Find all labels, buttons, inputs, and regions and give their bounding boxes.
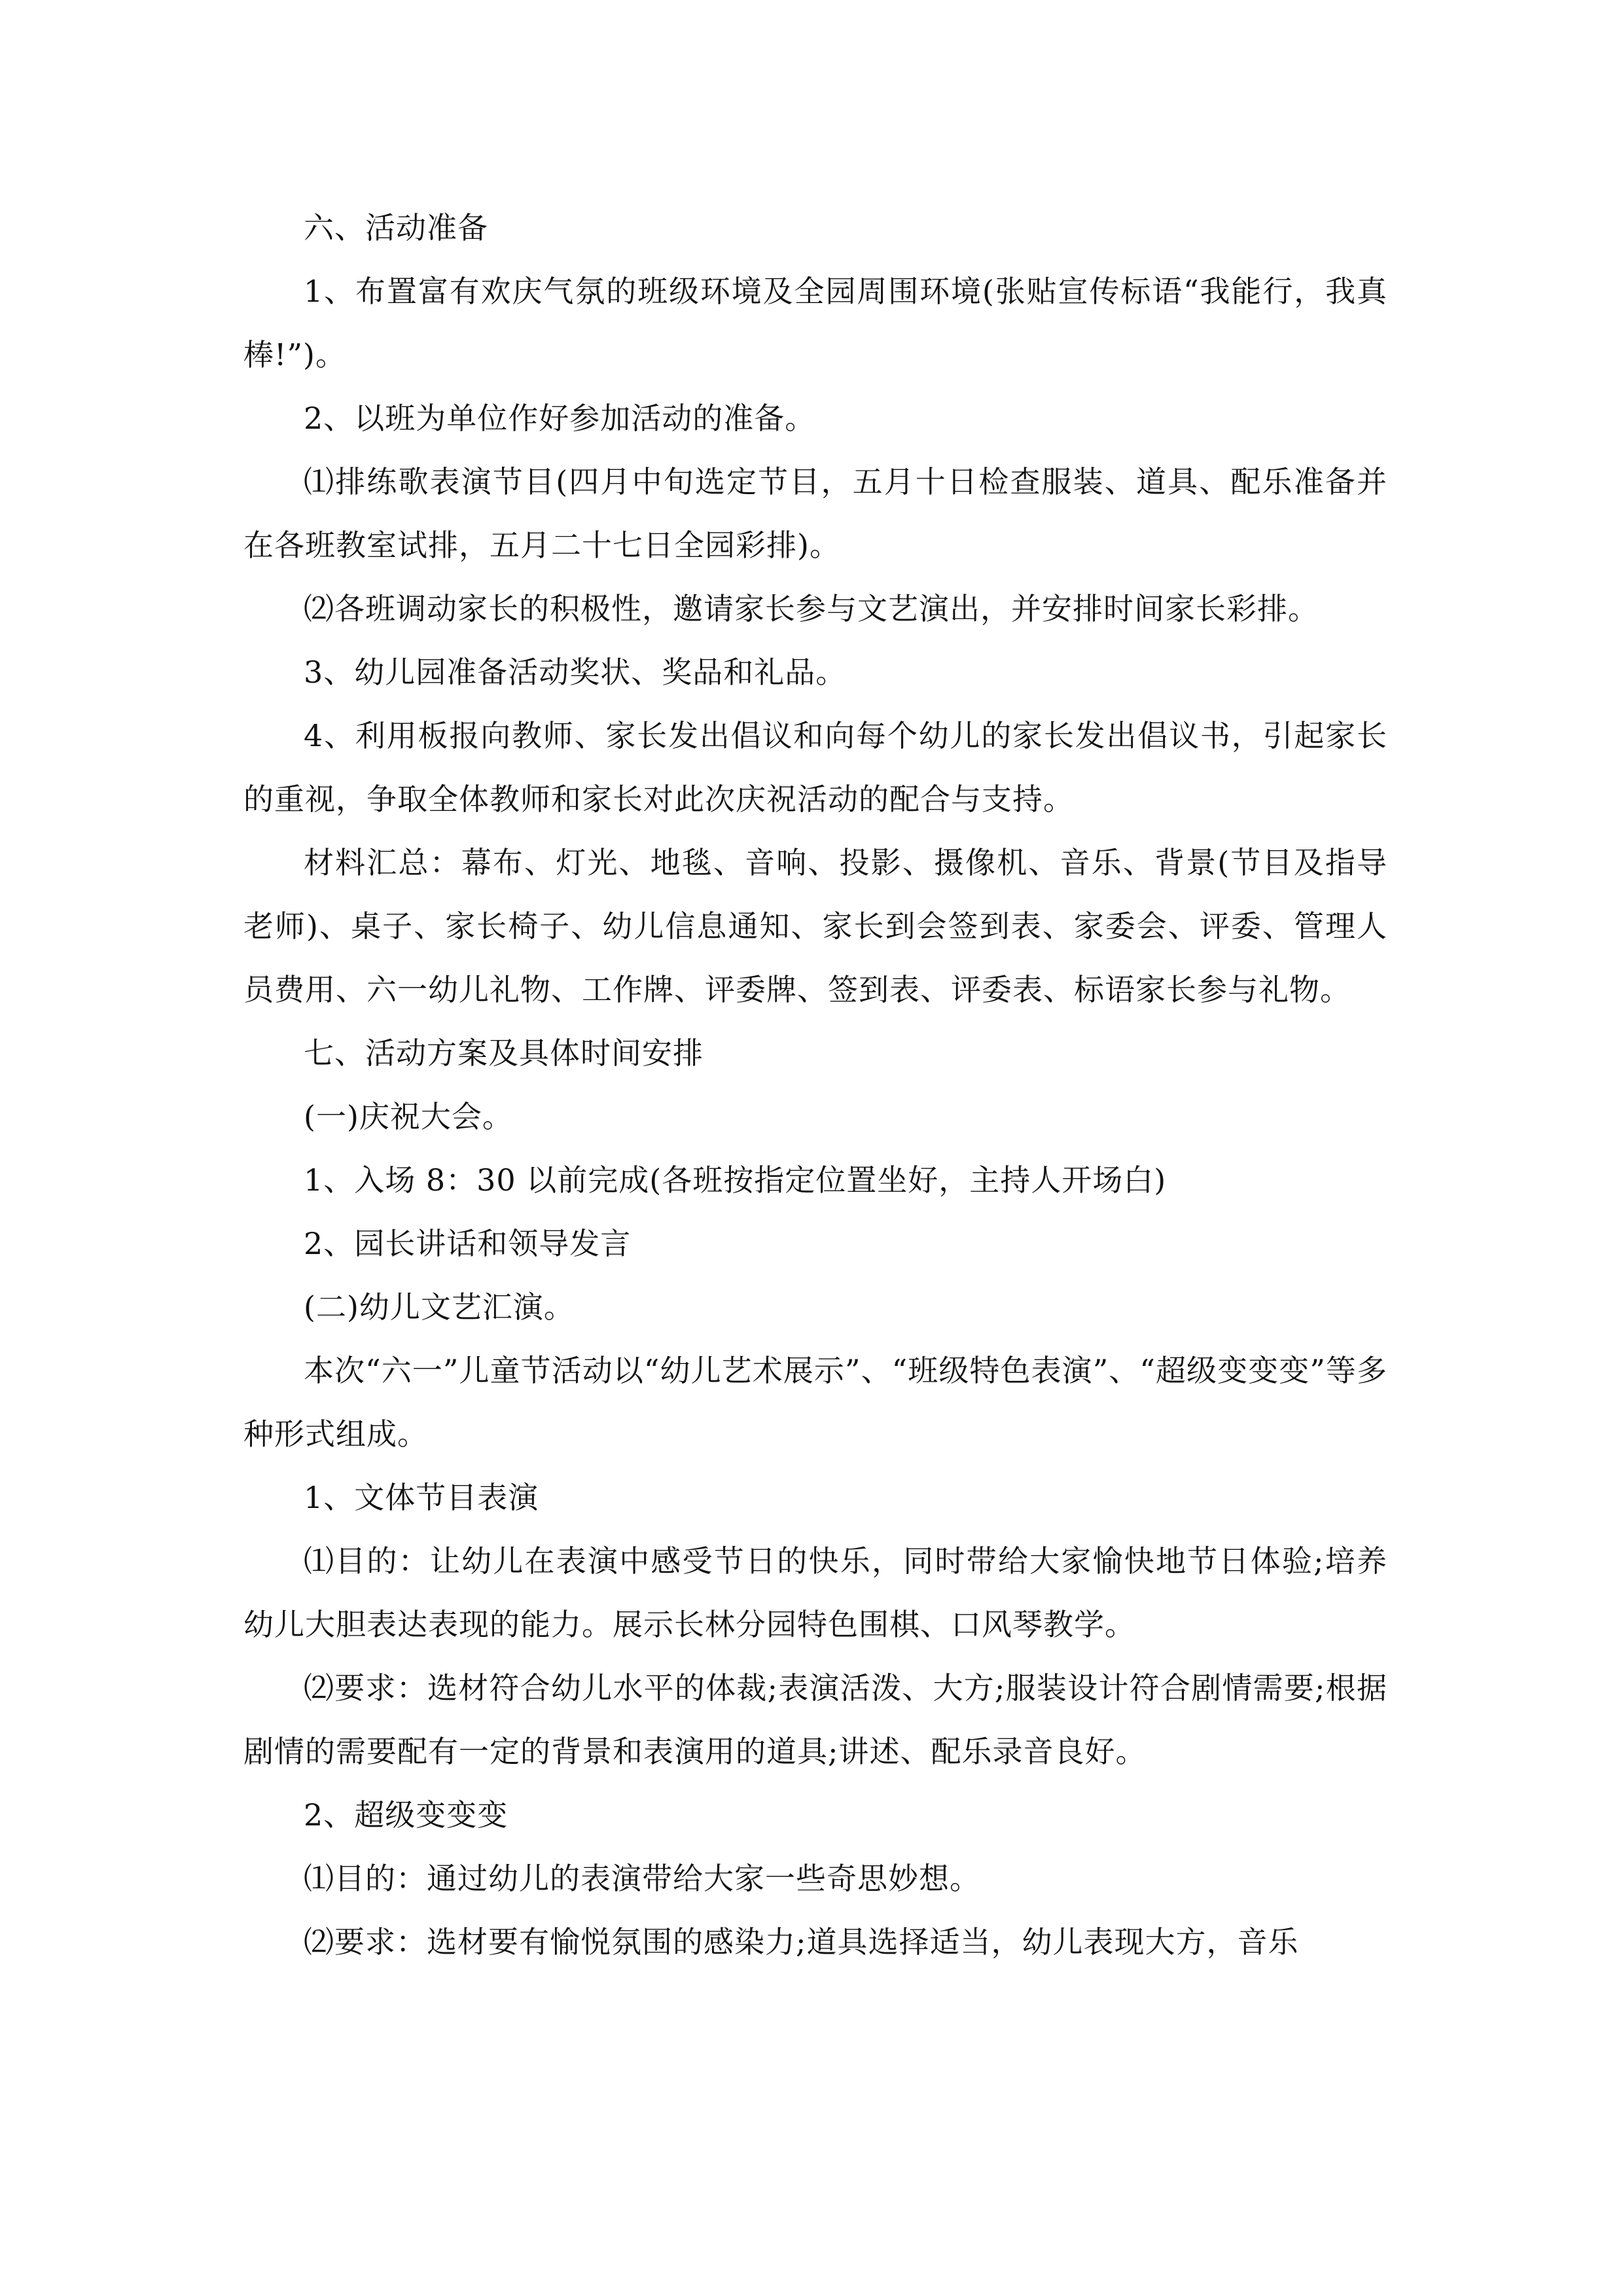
performance-item-1-purpose: ⑴目的：让幼儿在表演中感受节日的快乐，同时带给大家愉快地节日体验;培养幼儿大胆表达表现的能力。展示长林分园特色围棋、口风琴教学。 [243,1543,1387,1642]
celebration-item-1: 1、入场 8：30 以前完成(各班按指定位置坐好，主持人开场白) [304,1162,1167,1198]
preparation-item-4: 4、利用板报向教师、家长发出倡议和向每个幼儿的家长发出倡议书，引起家长的重视，争取全体教师和家长对此次庆祝活动的配合与支持。 [243,718,1387,817]
preparation-item-2: 2、以班为单位作好参加活动的准备。 [304,401,816,436]
performance-item-2-requirements: ⑵要求：选材要有愉悦氛围的感染力;道具选择适当，幼儿表现大方，音乐 [304,1924,1299,1960]
performance-item-1: 1、文体节目表演 [304,1480,539,1515]
performance-item-1-requirements: ⑵要求：选材符合幼儿水平的体裁;表演活泼、大方;服装设计符合剧情需要;根据剧情的需要配有一定的背景和表演用的道具;讲述、配乐录音良好。 [243,1670,1387,1769]
preparation-subitem-2: ⑵各班调动家长的积极性，邀请家长参与文艺演出，并安排时间家长彩排。 [304,591,1319,626]
preparation-subitem-1: ⑴排练歌表演节目(四月中旬选定节目，五月十日检查服装、道具、配乐准备并在各班教室试排，五月二十七日全园彩排)。 [243,464,1387,563]
preparation-item-3: 3、幼儿园准备活动奖状、奖品和礼品。 [304,655,847,690]
performance-intro: 本次“六一”儿童节活动以“幼儿艺术展示”、“班级特色表演”、“超级变变变”等多种形式组成。 [243,1353,1387,1452]
performance-item-2-purpose: ⑴目的：通过幼儿的表演带给大家一些奇思妙想。 [304,1861,980,1896]
materials-summary: 材料汇总：幕布、灯光、地毯、音响、投影、摄像机、音乐、背景(节目及指导老师)、桌子、家长椅子、幼儿信息通知、家长到会签到表、家委会、评委、管理人员费用、六一幼儿礼物、工作牌、评委牌、签到表、评委表、标语家长参与礼物。 [243,845,1387,1007]
performance-item-2: 2、超级变变变 [304,1797,508,1833]
celebration-item-2: 2、园长讲话和领导发言 [304,1226,632,1261]
preparation-item-1: 1、布置富有欢庆气氛的班级环境及全园周围环境(张贴宣传标语“我能行，我真棒!”)。 [243,274,1387,372]
section-heading-preparation: 六、活动准备 [304,210,488,245]
subsection-celebration-meeting: (一)庆祝大会。 [304,1099,513,1134]
subsection-performance: (二)幼儿文艺汇演。 [304,1289,575,1325]
document-page [243,196,1387,1974]
section-heading-schedule: 七、活动方案及具体时间安排 [304,1035,704,1071]
